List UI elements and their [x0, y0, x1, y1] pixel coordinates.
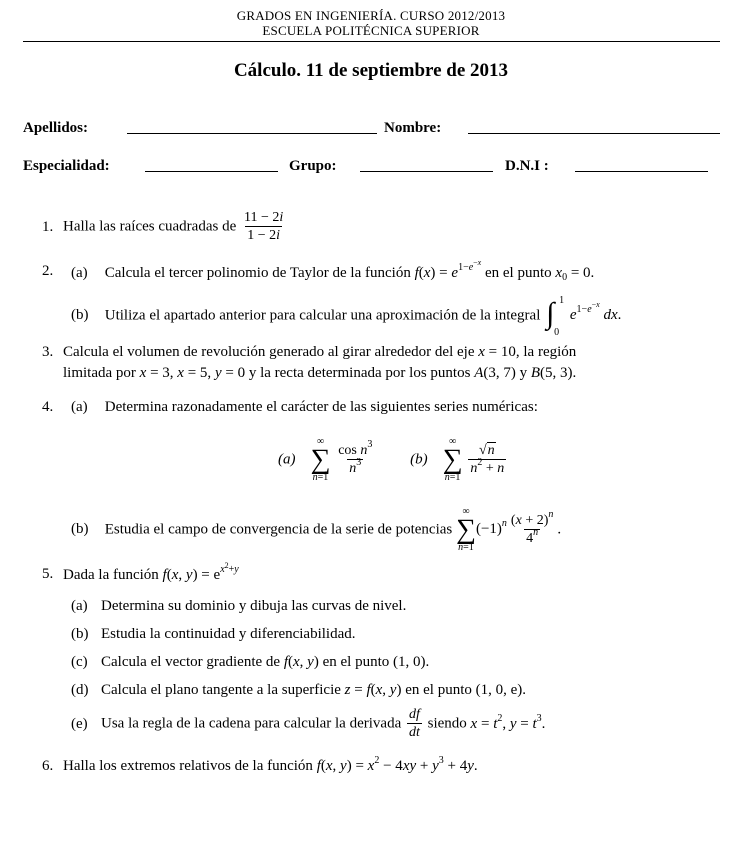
- q5c-point: (1, 0).: [393, 654, 430, 670]
- q3-axis: x = 10: [478, 344, 516, 360]
- q6-number: 6.: [42, 758, 54, 774]
- q5b-text: Estudia la continuidad y diferenciabilidad.: [101, 626, 356, 642]
- q5e-statement: [71, 707, 545, 741]
- q1-fraction: $\frac{11 - 2i}{1 - 2i}$: [244, 210, 284, 244]
- especialidad-field[interactable]: [145, 171, 278, 172]
- q2a-text: Calcula el tercer polinomio de Taylor de la función: [104, 265, 411, 281]
- header-line-2: ESCUELA POLITÉCNICA SUPERIOR: [262, 23, 480, 38]
- especialidad-label: Especialidad:: [23, 158, 110, 174]
- q3-points: A(3, 7) y B(5, 3).: [474, 365, 577, 381]
- q5b-statement: [71, 626, 356, 643]
- dni-field[interactable]: [575, 171, 708, 172]
- q6-statement: [63, 755, 478, 775]
- q1-number: 1.: [42, 219, 54, 235]
- nombre-field[interactable]: [468, 133, 720, 134]
- q5a-statement: [71, 598, 406, 615]
- q2b-statement: [71, 295, 622, 338]
- q2a-tail: en el punto: [484, 265, 552, 281]
- power-series-sign: $(-1)^n$: [475, 518, 507, 538]
- power-series-term: $\frac{(x + 2)^n}{4^n}$: [510, 508, 554, 546]
- power-series-sum: ∞ ∑ n=1: [456, 506, 476, 553]
- q3-number: 3.: [42, 344, 54, 360]
- q2b-text: Utiliza el apartado anterior para calcular una aproximación de la integral: [104, 307, 541, 324]
- grupo-label: Grupo:: [289, 158, 337, 174]
- nombre-label: Nombre:: [384, 120, 442, 136]
- q6-function: f(x, $y) = x^2 - 4xy + y^3 + 4y$.: [316, 755, 478, 774]
- series-a-sum: ∞ ∑ n=1: [310, 436, 331, 483]
- q5c-label: (c): [71, 654, 88, 670]
- grupo-field[interactable]: [360, 171, 493, 172]
- series-a-term: $\frac{\cos n^3}{n^3}$: [338, 438, 373, 476]
- q5c-tail: en el punto: [322, 654, 390, 670]
- q3-line1-tail: , la región: [515, 344, 577, 360]
- q4b-label: (b): [71, 521, 89, 538]
- series-b-label: (b): [410, 451, 428, 468]
- q5e-derivative: $\frac{df}{dt}$: [408, 707, 420, 741]
- series-b-sum: ∞ ∑ n=1: [442, 436, 463, 483]
- q4a-statement: [71, 399, 538, 416]
- header-line-1: GRADOS EN INGENIERÍA. CURSO 2012/2013: [236, 8, 506, 23]
- q5d-point: (1, 0, e).: [475, 682, 527, 698]
- q5-number: 5.: [42, 566, 54, 582]
- q5d-tail: en el punto: [405, 682, 472, 698]
- q1-text: Halla las raíces cuadradas de: [63, 218, 237, 235]
- q2-number: 2.: [42, 263, 54, 279]
- q2a-statement: [71, 258, 595, 283]
- q5a-text: Determina su dominio y dibuja las curvas de nivel.: [101, 598, 407, 614]
- q4a-text: Determina razonadamente el carácter de las siguientes series numéricas:: [104, 399, 538, 415]
- q1-statement: [63, 210, 287, 244]
- q4a-label: (a): [71, 399, 88, 415]
- q5a-label: (a): [71, 598, 88, 614]
- q5d-text: Calcula el plano tangente a la superficie: [101, 682, 341, 698]
- dni-label: D.N.I :: [505, 158, 549, 174]
- integral-sign: ∫ 1 0: [546, 295, 565, 338]
- exam-title: Cálculo. 11 de septiembre de 2013: [233, 60, 509, 81]
- q5c-function: f(x, y): [283, 654, 319, 670]
- q5d-surface: z = f(x, y): [344, 682, 402, 698]
- q2a-formula: $f(x) = e^{1-e^{-x}}$: [414, 258, 482, 281]
- q5c-statement: [71, 654, 429, 671]
- apellidos-field[interactable]: [127, 133, 377, 134]
- q2a-label: (a): [71, 265, 88, 281]
- q2b-label: (b): [71, 307, 89, 324]
- series-a-label: (a): [278, 451, 296, 468]
- q4-number: 4.: [42, 399, 54, 415]
- q5e-tail: siendo: [427, 715, 467, 732]
- q5-statement: [63, 561, 239, 584]
- q3-line2-tail: y la recta determinada por los puntos: [248, 365, 471, 381]
- header-rule: [23, 41, 720, 42]
- q4b-statement: (b) Estudia el campo de convergencia de la serie de potencias ∞ ∑ n=1 $(-1)^n$ $\frac{(x + 2)^n}{4^n}$ .: [71, 506, 562, 553]
- q5-function: f(x, $y) = e^{x^2+y}$: [162, 561, 239, 583]
- apellidos-label: Apellidos:: [23, 120, 89, 136]
- q3-bounds: x = 3, x = 5, y = 0: [139, 365, 246, 381]
- q4-series: [278, 437, 508, 483]
- q3-line2-text: limitada por: [63, 365, 136, 381]
- q5d-label: (d): [71, 682, 89, 698]
- q5-text: Dada la función: [63, 567, 159, 583]
- q5b-label: (b): [71, 626, 89, 642]
- q2b-integrand: $e^{1-e^{-x}}$ dx.: [569, 300, 622, 324]
- q5d-statement: [71, 682, 526, 699]
- q5e-text: Usa la regla de la cadena para calcular la derivada: [101, 715, 402, 732]
- q5c-text: Calcula el vector gradiente de: [101, 654, 281, 670]
- q5e-param: $x = t^2$, $y = t^3$.: [470, 712, 546, 732]
- q3-line1: [63, 344, 721, 361]
- q2a-point: $x_0 = 0$.: [555, 265, 595, 283]
- q6-text: Halla los extremos relativos de la función: [63, 758, 313, 774]
- q4b-text: Estudia el campo de convergencia de la serie de potencias: [104, 521, 453, 538]
- q5e-label: (e): [71, 715, 88, 732]
- q3-line2: [63, 365, 576, 382]
- series-b-term: $\frac{√n}{n^2 + n}$: [470, 442, 505, 476]
- q3-line1-text: Calcula el volumen de revolución generado al girar alrededor del eje: [63, 344, 475, 360]
